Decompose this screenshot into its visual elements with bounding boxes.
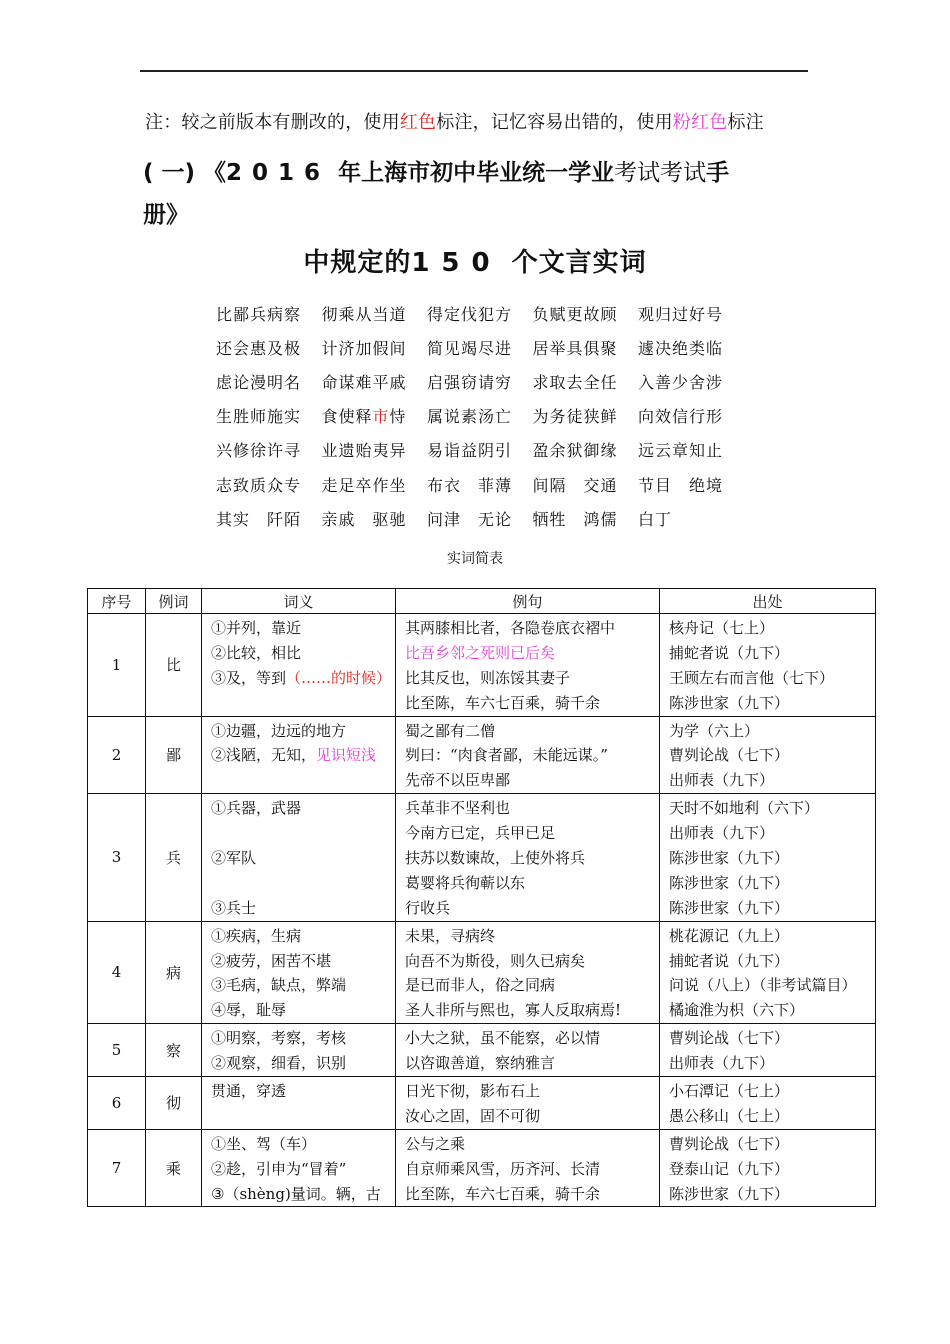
source-line: 问说（八上）（非考试篇目） — [669, 976, 857, 995]
example-line: 向吾不为斯役，则久已病矣 — [405, 951, 586, 970]
word-group: 启强窃请穷 — [427, 372, 513, 392]
word-text: 恃 — [389, 407, 407, 427]
word-group: 问津 无论 — [427, 509, 513, 529]
example-line: 日光下彻，影布石上 — [405, 1082, 541, 1101]
row-number-cell: 2 — [88, 716, 146, 794]
word-grid-row — [216, 399, 744, 433]
word-text: 食使释 — [321, 407, 373, 427]
word-group: 布衣 菲薄 — [427, 475, 513, 495]
word-group: 得定伐犯方 — [427, 304, 513, 324]
example-cell — [396, 614, 660, 717]
word-group: 牺牲 鸿儒 — [532, 509, 618, 529]
example-line: 先帝不以臣卑鄙 — [405, 771, 511, 790]
note-middle: 标注，记忆容易出错的，使用 — [436, 112, 673, 133]
meaning-line: ②趁，引申为“冒着” — [211, 1159, 347, 1178]
note-suffix: 标注 — [727, 112, 764, 133]
example-line: 未果，寻病终 — [405, 926, 496, 945]
example-cell — [396, 1129, 660, 1207]
subtitle-number: 150 — [411, 248, 502, 278]
meaning-line: ③（shèng)量词。辆，古 — [211, 1184, 381, 1203]
revision-note — [145, 108, 764, 134]
word-group: 入善少舍涉 — [638, 372, 724, 392]
example-cell — [396, 921, 660, 1024]
header-cell: 词义 — [202, 589, 396, 614]
meaning-cell — [202, 794, 396, 921]
example-line: 葛婴将兵徇蕲以东 — [405, 873, 526, 892]
example-cell — [396, 1077, 660, 1130]
title-part4: 手 — [706, 160, 730, 186]
word-grid-row — [216, 296, 744, 330]
note-prefix: 注：较之前版本有删改的，使用 — [145, 112, 400, 133]
table-row — [88, 716, 876, 794]
word-grid-row — [216, 501, 744, 535]
source-line: 天时不如地利（六下） — [669, 799, 820, 818]
example-cell — [396, 794, 660, 921]
meaning-line: ③毛病，缺点，弊端 — [211, 976, 347, 995]
header-cell: 例词 — [146, 589, 202, 614]
source-line: 出师表（九下） — [669, 771, 775, 790]
source-line: 橘逾淮为枳（六下） — [669, 1001, 805, 1020]
example-line: 比至陈，车六七百乘，骑千余 — [405, 693, 601, 712]
word-group: 彻乘从当道 — [321, 304, 407, 324]
example-cell — [396, 716, 660, 794]
word-grid-row — [216, 433, 744, 467]
word-group: 志致质众专 — [216, 475, 302, 495]
word-red-text: 市 — [372, 407, 390, 427]
row-word-cell: 彻 — [146, 1077, 202, 1130]
source-line: 登泰山记（九下） — [669, 1159, 790, 1178]
meaning-line: ①兵器，武器 — [211, 799, 302, 818]
source-line: 陈涉世家（九下） — [669, 873, 790, 892]
header-cell: 出处 — [660, 589, 876, 614]
example-cell — [396, 1024, 660, 1077]
row-word-cell: 兵 — [146, 794, 202, 921]
table-row — [88, 614, 876, 717]
word-group: 命谋难平戚 — [321, 372, 407, 392]
meaning-cell — [202, 921, 396, 1024]
source-cell — [660, 794, 876, 921]
word-grid-row — [216, 364, 744, 398]
source-line: 小石潭记（七上） — [669, 1082, 790, 1101]
example-line: 公与之乘 — [405, 1134, 466, 1153]
document-title — [143, 154, 729, 187]
row-word-cell: 乘 — [146, 1129, 202, 1207]
word-group: 易诣益阴引 — [427, 441, 513, 461]
meaning-line: ①边疆，边远的地方 — [211, 721, 347, 740]
meaning-line: ②军队 — [211, 849, 257, 868]
example-line: 刿曰：“肉食者鄙，未能远谋。” — [405, 746, 608, 765]
row-word-cell: 鄙 — [146, 716, 202, 794]
example-line: 圣人非所与熙也，寡人反取病焉! — [405, 1001, 622, 1020]
example-line: 自京师乘风雪，历齐河、长清 — [405, 1159, 601, 1178]
row-word-cell: 比 — [146, 614, 202, 717]
meaning-line: ②疲劳，困苦不堪 — [211, 951, 332, 970]
title-part1: ( 一) 《 — [143, 160, 227, 186]
meaning-pink-text: 见识短浅 — [316, 746, 377, 765]
example-line: 小大之狱，虽不能察，必以情 — [405, 1029, 601, 1048]
example-line: 汝心之固，固不可彻 — [405, 1106, 541, 1125]
meaning-line: ②比较，相比 — [211, 643, 302, 662]
document-subtitle — [0, 242, 950, 279]
word-group: 盈余狱御缘 — [532, 441, 618, 461]
source-cell — [660, 921, 876, 1024]
subtitle-suffix: 个文言实词 — [501, 248, 647, 278]
example-line: 是已而非人，俗之同病 — [405, 976, 556, 995]
table-row — [88, 921, 876, 1024]
table-title: 实词简表 — [447, 551, 503, 567]
table-row — [88, 794, 876, 921]
source-line: 桃花源记（九上） — [669, 926, 790, 945]
word-group: 走足卒作坐 — [321, 475, 407, 495]
table-header-row — [88, 589, 876, 614]
word-grid-row — [216, 467, 744, 501]
word-group: 观归过好号 — [638, 304, 724, 324]
word-group: 间隔 交通 — [532, 475, 618, 495]
example-line: 兵革非不坚利也 — [405, 799, 511, 818]
example-line: 比其反也，则冻馁其妻子 — [405, 668, 571, 687]
meaning-line — [211, 666, 391, 691]
row-number-cell: 5 — [88, 1024, 146, 1077]
word-group: 白丁 — [638, 509, 673, 529]
note-red-word: 红色 — [399, 112, 437, 133]
word-group: 向效信行形 — [638, 407, 724, 427]
header-cell: 序号 — [88, 589, 146, 614]
note-pink-word: 粉红色 — [672, 112, 728, 133]
row-word-cell: 病 — [146, 921, 202, 1024]
source-line: 王顾左右而言他（七下） — [669, 668, 835, 687]
example-line: 其两膝相比者，各隐卷底衣褶中 — [405, 619, 616, 637]
word-group: 为务徒狭鲜 — [532, 407, 618, 427]
word-group: 其实 阡陌 — [216, 509, 302, 529]
meaning-line: ①明察，考察，考核 — [211, 1029, 347, 1048]
source-cell — [660, 1129, 876, 1207]
meaning-line: ①疾病，生病 — [211, 926, 302, 945]
word-group: 业遗贻夷异 — [321, 441, 407, 461]
source-line: 捕蛇者说（九下） — [669, 951, 790, 970]
row-number-cell: 3 — [88, 794, 146, 921]
title-year: 2016 — [226, 160, 331, 186]
word-group: 计济加假间 — [321, 338, 407, 358]
header-rule — [140, 70, 808, 72]
meaning-red-text: （……的时候） — [286, 668, 392, 687]
word-group: 兴修徐许寻 — [216, 441, 302, 461]
word-group: 简见竭尽进 — [427, 338, 513, 358]
vocab-table — [87, 588, 876, 1207]
word-group: 生胜师施实 — [216, 407, 302, 427]
header-cell: 例句 — [396, 589, 660, 614]
table-row — [88, 1077, 876, 1130]
word-group: 居举具俱聚 — [532, 338, 618, 358]
meaning-line: ①并列，靠近 — [211, 619, 302, 637]
meaning-line: ④辱，耻辱 — [211, 1001, 287, 1020]
source-line: 为学（六上） — [669, 721, 760, 740]
example-line: 今南方已定，兵甲已足 — [405, 824, 556, 843]
source-cell — [660, 1077, 876, 1130]
document-title-line2: 册》 — [143, 202, 189, 228]
source-line: 核舟记（七上） — [669, 619, 775, 637]
meaning-line: ②观察，细看，识别 — [211, 1054, 347, 1073]
table-row — [88, 1129, 876, 1207]
subtitle-prefix: 中规定的 — [303, 248, 412, 278]
source-line: 陈涉世家（九下） — [669, 849, 790, 868]
example-line: 行收兵 — [405, 898, 451, 917]
source-line: 出师表（九下） — [669, 1054, 775, 1073]
source-line: 出师表（九下） — [669, 824, 775, 843]
meaning-line: ①坐、驾（车） — [211, 1134, 317, 1153]
meaning-spacer — [211, 821, 391, 846]
meaning-cell — [202, 716, 396, 794]
source-line: 曹刿论战（七下） — [669, 1134, 790, 1153]
meaning-cell — [202, 1129, 396, 1207]
word-group: 还会惠及极 — [216, 338, 302, 358]
meaning-line — [211, 743, 391, 768]
source-cell — [660, 1024, 876, 1077]
meaning-spacer — [211, 871, 391, 896]
title-part2: 年上海市初中毕业统一学业 — [330, 160, 615, 186]
meaning-cell — [202, 1024, 396, 1077]
meaning-cell — [202, 1077, 396, 1130]
example-line: 扶苏以数谏故，上使外将兵 — [405, 849, 586, 868]
meaning-line: 贯通，穿透 — [211, 1082, 287, 1101]
source-cell — [660, 614, 876, 717]
meaning-text: ②浅陋，无知， — [211, 746, 317, 765]
word-group: 远云章知止 — [638, 441, 724, 461]
word-group: 节目 绝境 — [638, 475, 724, 495]
source-line: 捕蛇者说（九下） — [669, 643, 790, 662]
row-number-cell: 4 — [88, 921, 146, 1024]
source-line: 陈涉世家（九下） — [669, 898, 790, 917]
word-group: 求取去全任 — [532, 372, 618, 392]
word-group: 比鄙兵病察 — [216, 304, 302, 324]
word-grid — [216, 296, 744, 535]
word-group: 遽决绝类临 — [638, 338, 724, 358]
source-line: 陈涉世家（九下） — [669, 693, 790, 712]
example-line: 比至陈，车六七百乘，骑千余 — [405, 1184, 601, 1203]
row-number-cell: 6 — [88, 1077, 146, 1130]
source-line: 愚公移山（七上） — [669, 1106, 790, 1125]
example-line: 比吾乡邻之死则已后矣 — [405, 643, 556, 662]
source-line: 曹刿论战（七下） — [669, 1029, 790, 1048]
row-word-cell: 察 — [146, 1024, 202, 1077]
word-group: 属说素汤亡 — [427, 407, 513, 427]
meaning-text: ③及，等到 — [211, 668, 287, 687]
title-part3: 考试考试 — [614, 160, 707, 186]
meaning-cell — [202, 614, 396, 717]
source-cell — [660, 716, 876, 794]
word-group: 负赋更故顾 — [532, 304, 618, 324]
example-line: 以咨诹善道，察纳雅言 — [405, 1054, 556, 1073]
table-row — [88, 1024, 876, 1077]
meaning-line: ③兵士 — [211, 898, 257, 917]
word-group: 亲戚 驱驰 — [321, 509, 407, 529]
source-line: 曹刿论战（七下） — [669, 746, 790, 765]
source-line: 陈涉世家（九下） — [669, 1184, 790, 1203]
word-group: 虑论漫明名 — [216, 372, 302, 392]
row-number-cell: 1 — [88, 614, 146, 717]
word-group — [322, 404, 428, 427]
word-grid-row — [216, 330, 744, 364]
row-number-cell: 7 — [88, 1129, 146, 1207]
example-line: 蜀之鄙有二僧 — [405, 721, 496, 740]
